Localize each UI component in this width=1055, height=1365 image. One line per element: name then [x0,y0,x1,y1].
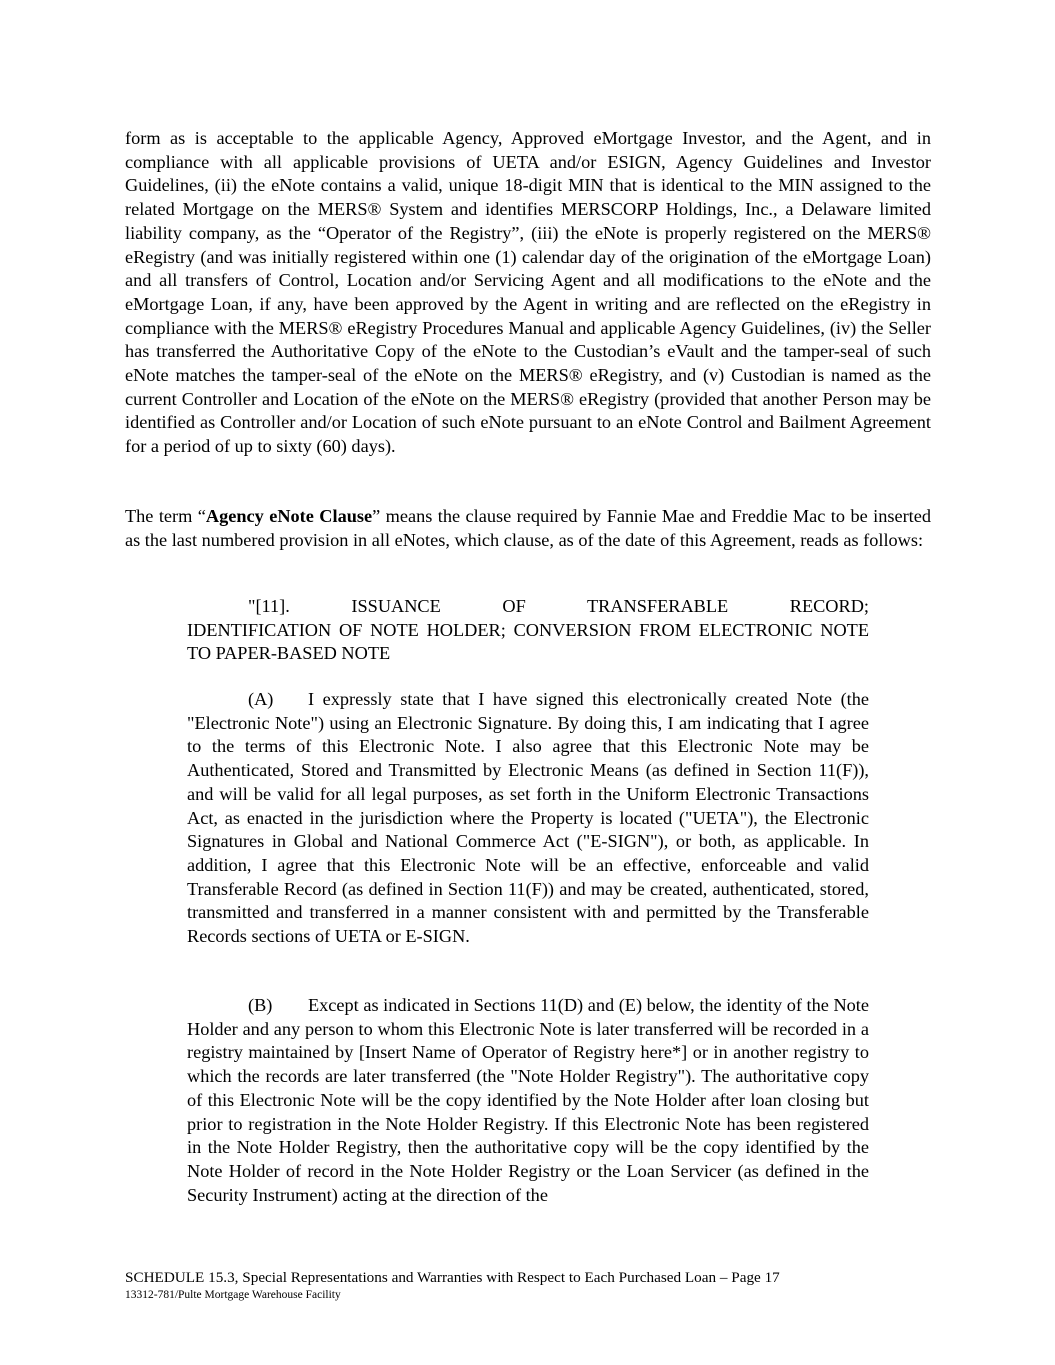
footer-schedule-line: SCHEDULE 15.3, Special Representations and Warranties with Respect to Each Purchased Loan – Page 17 [125,1269,780,1286]
paragraph-agency-enote-clause [125,505,931,552]
clause-heading [187,595,869,666]
footer-document-id: 13312-781/Pulte Mortgage Warehouse Facility [125,1289,341,1301]
section-a-label: (A) [248,689,274,709]
section-b-label: (B) [248,995,273,1015]
paragraph-continuation: form as is acceptable to the applicable Agency, Approved eMortgage Investor, and the Agent, and in compliance with all applicable provisions of UETA and/or ESIGN, Agency Guidelines and Investor Guidelines, (ii) the eNote contains a valid, unique 18-digit MIN that is identical to the MIN assigned to the related Mortgage on the MERS® System and identifies MERSCORP Holdings, Inc., a Delaware limited liability company, as the “Operator of the Registry”, (iii) the eNote is properly registered on the MERS® eRegistry (and was initially registered within one (1) calendar day of the origination of the eMortgage Loan) and all transfers of Control, Location and/or Servicing Agent and all modifications to the eNote and the eMortgage Loan, if any, have been approved by the Agent in writing and are reflected on the eRegistry in compliance with the MERS® eRegistry Procedures Manual and applicable Agency Guidelines, (iv) the Seller has transferred the Authoritative Copy of the eNote to the Custodian’s eVault and the tamper-seal of such eNote matches the tamper-seal of the eNote on the MERS® eRegistry, and (v) Custodian is named as the current Controller and Location of the eNote on the MERS® eRegistry (provided that another Person may be identified as Controller and/or Location of such eNote pursuant to an eNote Control and Bailment Agreement for a period of up to sixty (60) days). [125,128,931,457]
section-a-text: I expressly state that I have signed this electronically created Note (the "Electronic Note") using an Electronic Signature. By doing this, I am indicating that I agree to the terms of this Electronic Note. I also agree that this Electronic Note may be Authenticated, Stored and Transmitted by Electronic Means (as defined in Section 11(F)), and will be valid for all legal purposes, as set forth in the Uniform Electronic Transactions Act, as enacted in the jurisdiction where the Property is located ("UETA"), the Electronic Signatures in Global and National Commerce Act ("E-SIGN"), or both, as applicable. In addition, I agree that this Electronic Note will be an effective, enforceable and valid Transferable Record (as defined in Section 11(F)) and may be created, authenticated, stored, transmitted and transferred in a manner consistent with and permitted by the Transferable Records sections of UETA or E-SIGN. [187,689,869,947]
clause-heading-rest: IDENTIFICATION OF NOTE HOLDER; CONVERSION FROM ELECTRONIC NOTE TO PAPER-BASED NOTE [187,619,869,664]
section-b-text: Except as indicated in Sections 11(D) and (E) below, the identity of the Note Holder and any person to whom this Electronic Note is later transferred will be recorded in a registry maintained by [Insert Name of Operator of Registry here*] or in another registry to which the records are later transferred (the "Note Holder Registry"). The authoritative copy of this Electronic Note will be the copy identified by the Note Holder after loan closing but prior to registration in the Note Holder Registry. If this Electronic Note has been registered in the Note Holder Registry, then the authoritative copy will be the copy identified by the Note Holder of record in the Note Holder Registry or the Loan Servicer (as defined in the Security Instrument) acting at the direction of the [187,995,869,1205]
clause-heading-line1: "[11]. ISSUANCE OF TRANSFERABLE RECORD; [248,596,869,616]
clause-section-a [187,688,869,949]
defined-term: Agency eNote Clause [205,506,373,526]
paragraph-suffix: ” means the clause required by Fannie Mae and Freddie Mac to be inserted as the last numbered provision in all eNotes, which clause, as of the date of this Agreement, reads as follows: [125,506,932,550]
paragraph-prefix: The term “ [125,506,206,526]
clause-section-b [187,994,869,1207]
